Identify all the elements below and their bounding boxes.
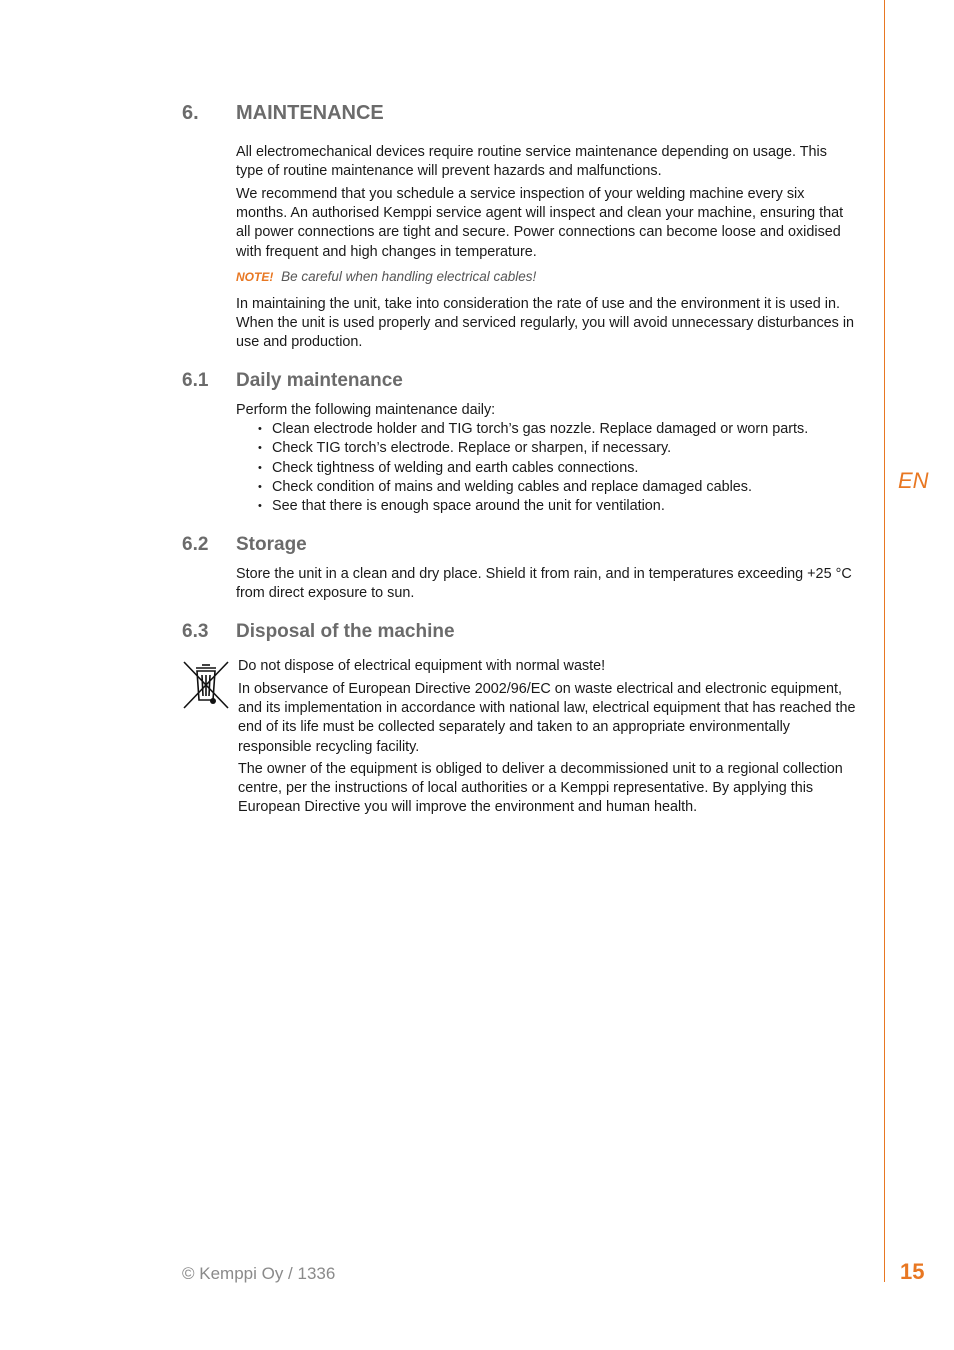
list-item: • See that there is enough space around the unit for ventilation. [256, 497, 808, 516]
paragraph: Perform the following maintenance daily: [236, 402, 496, 418]
margin-divider [884, 0, 885, 1282]
note-text: Be careful when handling electrical cables! [281, 269, 537, 284]
section-title: MAINTENANCE [236, 102, 384, 124]
section-number: 6. [182, 102, 199, 124]
note [236, 269, 536, 284]
paragraph: Store the unit in a clean and dry place. Shield it from rain, and in temperatures exceeding +25 °C from direct exposure to sun. [236, 566, 852, 602]
copyright-footer: © Kemppi Oy / 1336 [182, 1264, 336, 1283]
subsection-number: 6.2 [182, 534, 209, 555]
paragraph: In observance of European Directive 2002/96/EC on waste electrical and electronic equipment, and its implementation in accordance with national law, electrical equipment that has reached the end of its life must be collected separately and taken to an appropriate environmentally responsible recycling facility. [238, 681, 856, 755]
list-item: • Check tightness of welding and earth cables connections. [256, 459, 808, 478]
paragraph: The owner of the equipment is obliged to deliver a decommissioned unit to a regional collection centre, per the instructions of local authorities or a Kemppi representative. By applying this European Directive you will improve the environment and human health. [238, 761, 843, 816]
list-item: • Check condition of mains and welding cables and replace damaged cables. [256, 478, 808, 497]
list-item: • Clean electrode holder and TIG torch’s gas nozzle. Replace damaged or worn parts. [256, 420, 808, 439]
note-label: NOTE! [236, 270, 274, 284]
page-number: 15 [900, 1259, 925, 1284]
crossed-out-wheelie-bin-icon [182, 660, 230, 712]
subsection-title: Daily maintenance [236, 370, 403, 391]
paragraph: We recommend that you schedule a service inspection of your welding machine every six months. An authorised Kemppi service agent will inspect and clean your machine, ensuring that all power connections are tight and secure. Power connections can become loose and oxidised with frequent and high changes in temperature. [236, 186, 844, 260]
subsection-title: Storage [236, 534, 307, 555]
subsection-number: 6.1 [182, 370, 209, 391]
paragraph: Do not dispose of electrical equipment with normal waste! [238, 658, 606, 674]
paragraph: In maintaining the unit, take into consideration the rate of use and the environment it is used in. When the unit is used properly and serviced regularly, you will avoid unnecessary disturbances in use and production. [236, 296, 855, 351]
subsection-number: 6.3 [182, 621, 209, 642]
list-item: • Check TIG torch’s electrode. Replace or sharpen, if necessary. [256, 439, 808, 458]
subsection-title: Disposal of the machine [236, 621, 455, 642]
paragraph: All electromechanical devices require routine service maintenance depending on usage. This type of routine maintenance will prevent hazards and malfunctions. [236, 144, 827, 180]
bullet-list [256, 420, 808, 516]
language-tab: EN [898, 468, 929, 493]
